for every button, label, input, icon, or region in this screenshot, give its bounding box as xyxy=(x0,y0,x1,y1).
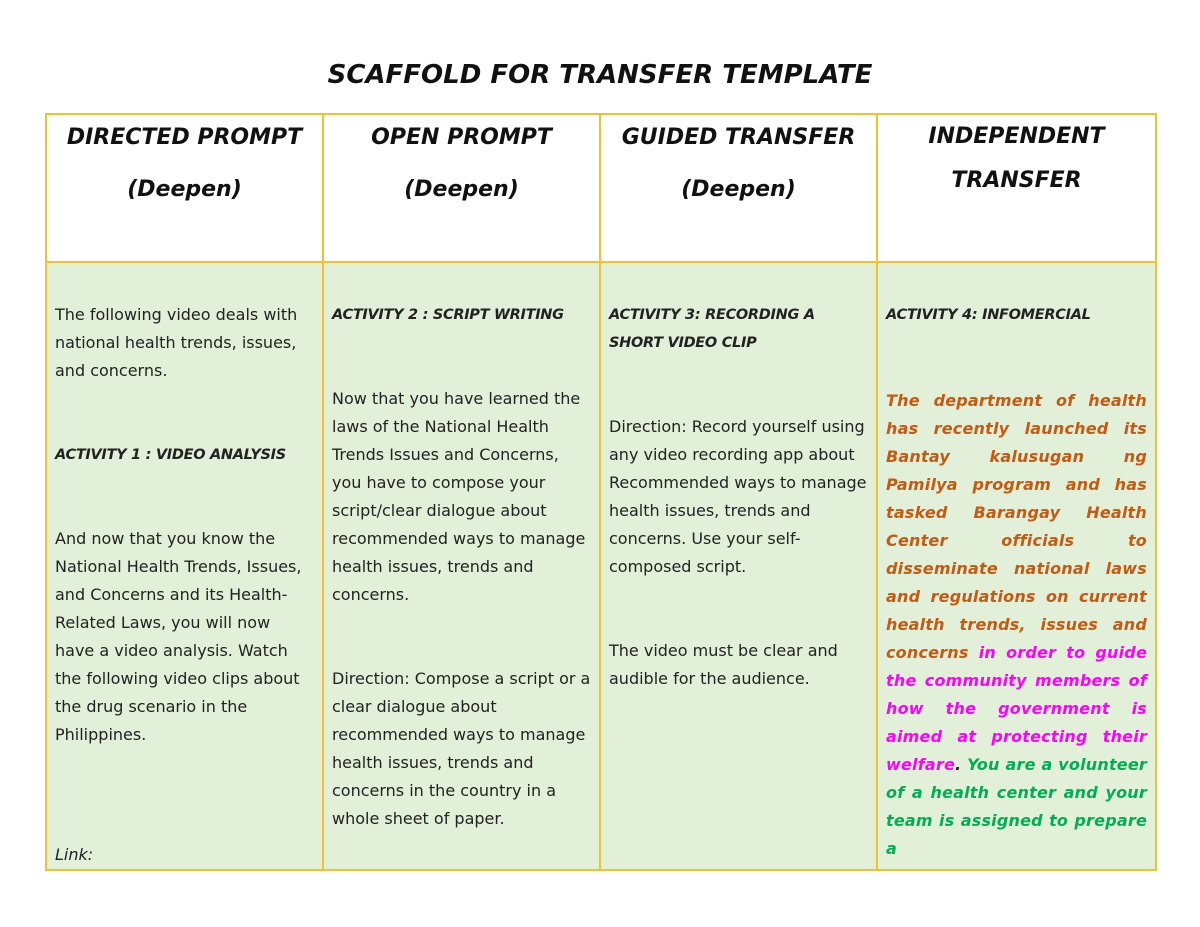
header-independent-transfer xyxy=(877,114,1156,262)
intro-text: The following video deals with national health trends, issues, and concerns. xyxy=(55,305,298,380)
activity-1-title: ACTIVITY 1 : VIDEO ANALYSIS xyxy=(55,447,286,463)
scaffold-table xyxy=(45,113,1157,871)
column-heading: DIRECTED PROMPT xyxy=(66,125,303,150)
activity-3-note: The video must be clear and audible for the audience. xyxy=(609,641,838,688)
link-label: Link: xyxy=(55,845,94,864)
header-guided-transfer xyxy=(600,114,877,262)
column-subheading: (Deepen) xyxy=(681,177,796,202)
document-title: SCAFFOLD FOR TRANSFER TEMPLATE xyxy=(327,60,873,90)
column-subheading: (Deepen) xyxy=(404,177,519,202)
scenario-text-period: . xyxy=(955,755,962,774)
activity-4-scenario xyxy=(886,387,1147,863)
activity-2-direction: Direction: Compose a script or a clear dialogue about recommended ways to manage health issues, trends and concerns in the country in a whole sheet of paper. xyxy=(332,669,591,828)
scenario-text-green: You are a volunteer of a health center and your team is assigned to prepare a xyxy=(886,755,1147,858)
column-subheading: (Deepen) xyxy=(127,177,242,202)
activity-3-title: ACTIVITY 3: RECORDING A SHORT VIDEO CLIP xyxy=(609,307,815,351)
content-row xyxy=(46,262,1156,870)
scenario-text-orange: The department of health has recently launched its Bantay kalusugan ng Pamilya program and has tasked Barangay Health Center officials to disseminate national laws and regulations on current health trends, issues and concerns xyxy=(886,391,1147,662)
scenario-text-magenta: in order to guide the community members of how the government is aimed at protecting their welfare xyxy=(886,643,1147,774)
column-heading: INDEPENDENT TRANSFER xyxy=(928,124,1105,193)
activity-2-title: ACTIVITY 2 : SCRIPT WRITING xyxy=(332,307,564,323)
header-row xyxy=(46,114,1156,262)
activity-3-direction: Direction: Record yourself using any video recording app about Recommended ways to manage health issues, trends and concerns. Use your self-composed script. xyxy=(609,417,867,576)
column-heading: OPEN PROMPT xyxy=(371,125,552,150)
header-open-prompt xyxy=(323,114,600,262)
cell-directed-prompt xyxy=(46,262,323,870)
activity-4-title: ACTIVITY 4: INFOMERCIAL xyxy=(886,307,1091,323)
cell-independent-transfer xyxy=(877,262,1156,870)
header-directed-prompt xyxy=(46,114,323,262)
cell-guided-transfer xyxy=(600,262,877,870)
cell-open-prompt xyxy=(323,262,600,870)
activity-2-instructions: Now that you have learned the laws of the National Health Trends Issues and Concerns, you have to compose your script/clear dialogue about recommended ways to manage health issues, trends and concerns. xyxy=(332,389,586,604)
column-heading: GUIDED TRANSFER xyxy=(621,125,856,150)
activity-1-instructions: And now that you know the National Health Trends, Issues, and Concerns and its Health-Related Laws, you will now have a video analysis. Watch the following video clips about the drug scenario in the Philippines. xyxy=(55,529,302,744)
